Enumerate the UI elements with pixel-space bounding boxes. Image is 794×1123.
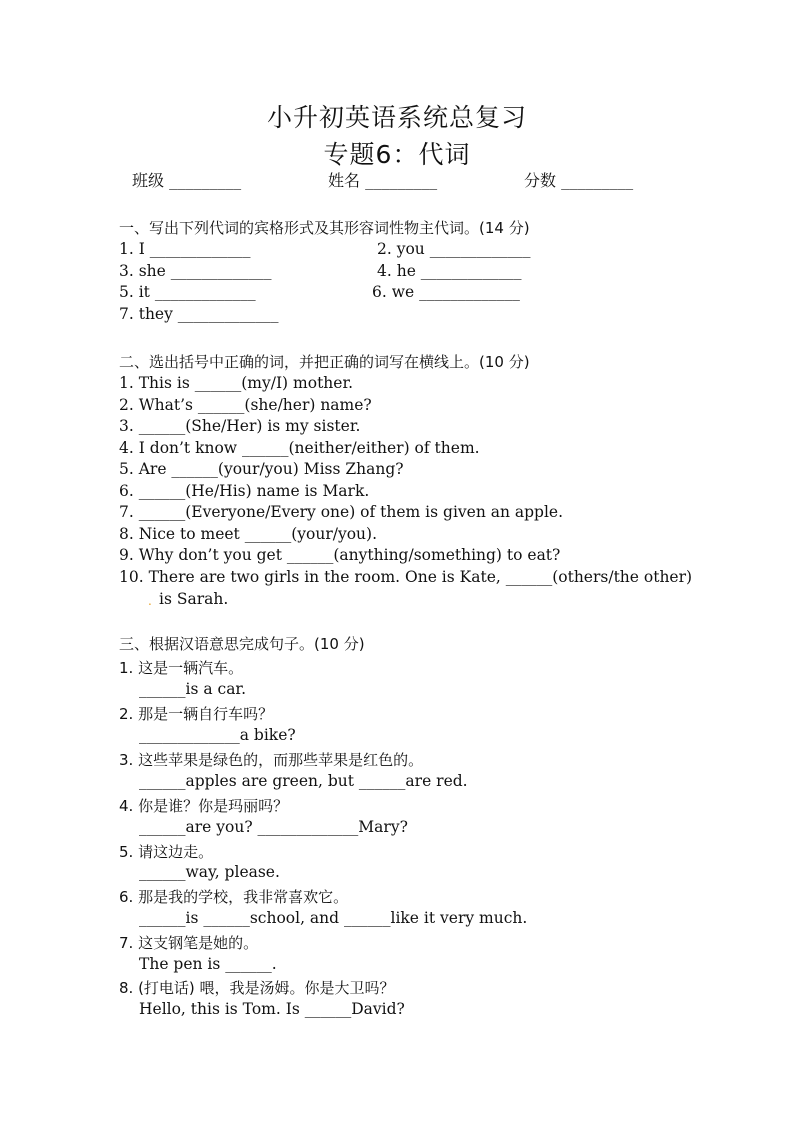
s2-item-continued: is Sarah. <box>159 590 229 608</box>
s1-item: 6. we _____________ <box>372 283 520 301</box>
s3-item-cn: 1. 这是一辆汽车。 <box>119 659 244 677</box>
s2-item: 10. There are two girls in the room. One is Kate, ______(others/the other) <box>119 568 693 586</box>
s3-item-cn: 8. (打电话) 喂，我是汤姆。你是大卫吗？ <box>119 979 395 997</box>
section2-heading: 二、选出括号中正确的词，并把正确的词写在横线上。(10 分) <box>119 353 530 371</box>
s2-item: 1. This is ______(my/I) mother. <box>119 374 354 392</box>
s1-item: 7. they _____________ <box>119 305 279 323</box>
class-field: 班级 _________ <box>132 171 242 190</box>
s1-item: 4. he _____________ <box>377 262 522 280</box>
score-field: 分数 _________ <box>524 171 634 190</box>
s2-item: 5. Are ______(your/you) Miss Zhang? <box>119 460 404 478</box>
s2-item: 6. ______(He/His) name is Mark. <box>119 482 370 500</box>
s3-item-cn: 6. 那是我的学校，我非常喜欢它。 <box>119 888 349 906</box>
section1-heading: 一、写出下列代词的宾格形式及其形容词性物主代词。(14 分) <box>119 219 530 237</box>
name-field: 姓名 _________ <box>328 171 438 190</box>
s3-item-en: ______way, please. <box>139 863 280 881</box>
s3-item-en: The pen is ______. <box>139 955 277 973</box>
s1-item: 5. it _____________ <box>119 283 256 301</box>
s1-item: 2. you _____________ <box>377 240 531 258</box>
s2-item: 7. ______(Everyone/Every one) of them is given an apple. <box>119 503 564 521</box>
s3-item-cn: 5. 请这边走。 <box>119 843 214 861</box>
s1-item: 3. she _____________ <box>119 262 272 280</box>
s2-item: 9. Why don’t you get ______(anything/something) to eat? <box>119 546 561 564</box>
s2-item: 3. ______(She/Her) is my sister. <box>119 417 361 435</box>
s1-item: 1. I _____________ <box>119 240 251 258</box>
s3-item-cn: 7. 这支钢笔是她的。 <box>119 934 259 952</box>
s2-item: 2. What’s ______(she/her) name? <box>119 396 372 414</box>
s3-item-en: Hello, this is Tom. Is ______David? <box>139 1000 405 1018</box>
s3-item-en: _____________a bike? <box>139 726 296 744</box>
s3-item-cn: 4. 你是谁？你是玛丽吗？ <box>119 797 289 815</box>
page-title: 小升初英语系统总复习 <box>266 103 527 132</box>
s3-item-en: ______is a car. <box>139 680 247 698</box>
s2-item: 4. I don’t know ______(neither/either) of them. <box>119 439 480 457</box>
s3-item-en: ______is ______school, and ______like it very much. <box>139 909 528 927</box>
page-subtitle: 专题6：代词 <box>323 140 471 169</box>
stray-mark-icon: . <box>148 594 152 608</box>
s2-item: 8. Nice to meet ______(your/you). <box>119 525 377 543</box>
section3-heading: 三、根据汉语意思完成句子。(10 分) <box>119 635 365 653</box>
s3-item-cn: 2. 那是一辆自行车吗？ <box>119 705 274 723</box>
s3-item-en: ______apples are green, but ______are red. <box>139 772 468 790</box>
s3-item-cn: 3. 这些苹果是绿色的，而那些苹果是红色的。 <box>119 751 424 769</box>
s3-item-en: ______are you? _____________Mary? <box>139 818 408 836</box>
